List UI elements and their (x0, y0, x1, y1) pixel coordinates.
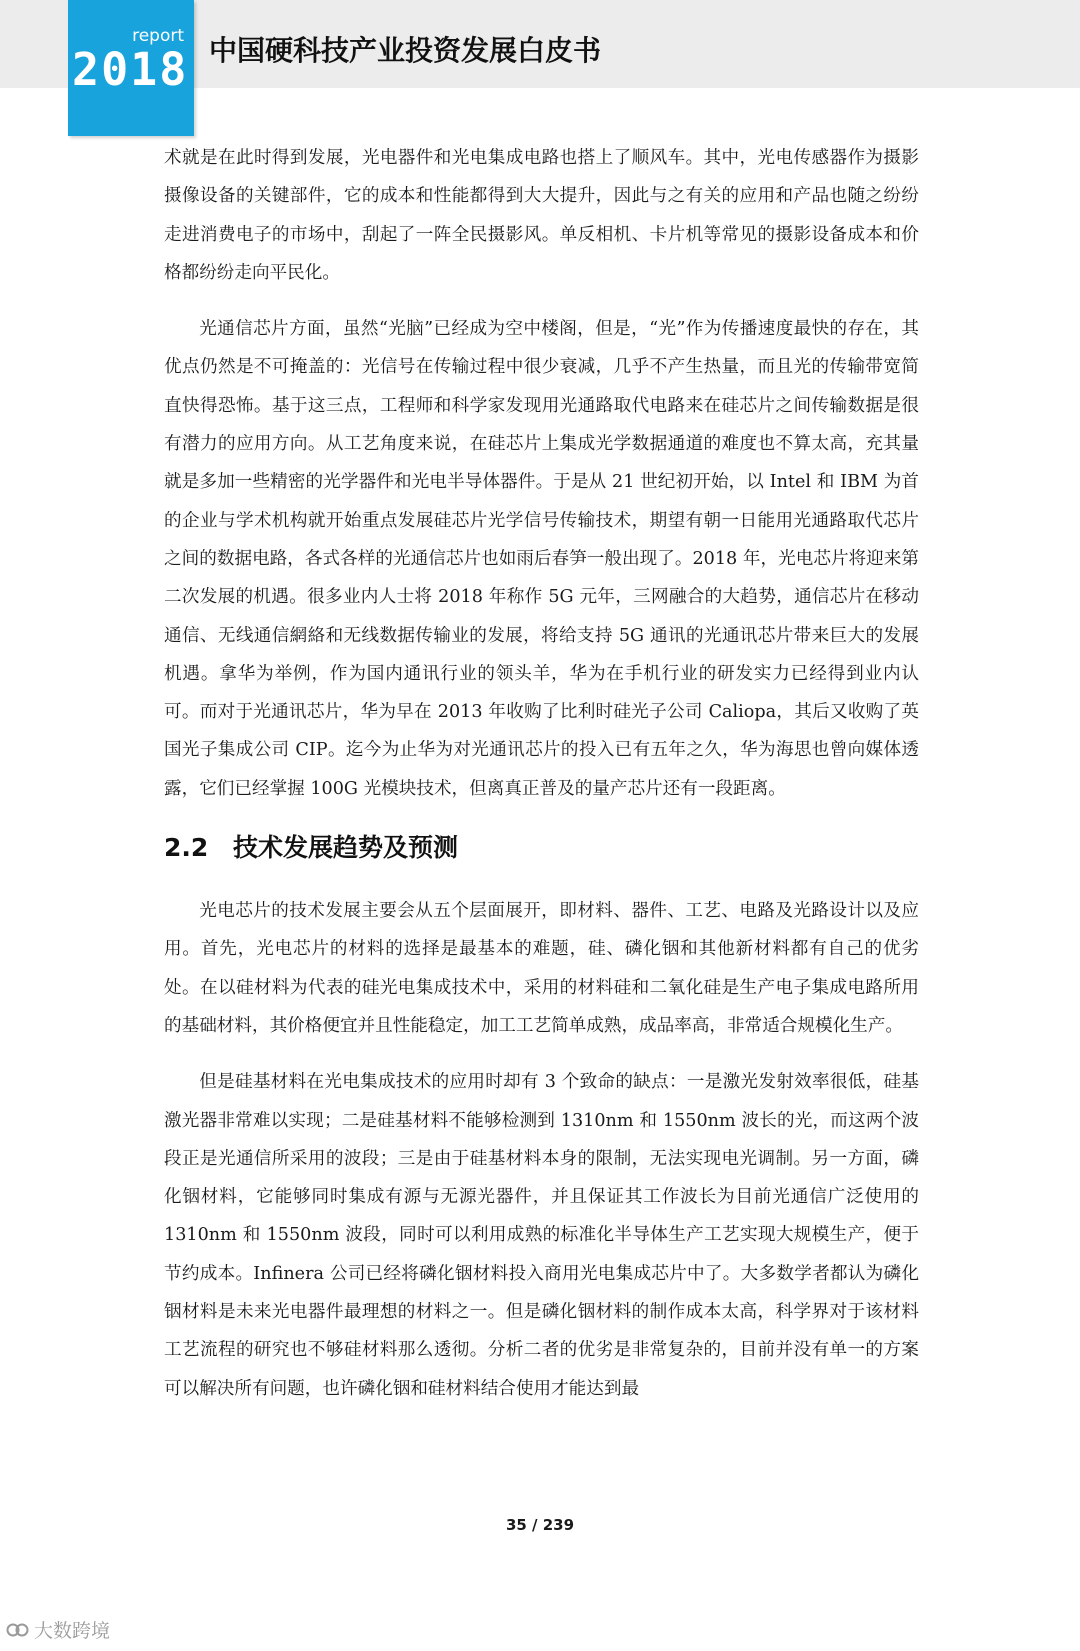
watermark-text: 大数跨境 (34, 1620, 111, 1642)
logo-year: 2018 (72, 43, 189, 96)
section-heading (164, 826, 919, 870)
paragraph-optical-comm-chips: 光通信芯片方面，虽然“光脑”已经成为空中楼阁，但是，“光”作为传播速度最快的存在，其优点仍然是不可掩盖的：光信号在传输过程中很少衰减，几乎不产生热量，而且光的传输带宽简直快得恐怖。基于这三点，工程师和科学家发现用光通路取代电路来在硅芯片之间传输数据是很有潜力的应用方向。从工艺角度来说，在硅芯片上集成光学数据通道的难度也不算太高，充其量就是多加一些精密的光学器件和光电半导体器件。于是从 21 世纪初开始，以 Intel 和 IBM 为首的企业与学术机构就开始重点发展硅芯片光学信号传输技术，期望有朝一日能用光通路取代芯片之间的数据电路，各式各样的光通信芯片也如雨后春笋一般出现了。2018 年，光电芯片将迎来第二次发展的机遇。很多业内人士将 2018 年称作 5G 元年，三网融合的大趋势，通信芯片在移动通信、无线通信網絡和无线数据传输业的发展，将给支持 5G 通讯的光通讯芯片带来巨大的发展机遇。拿华为举例，作为国内通讯行业的领头羊，华为在手机行业的研发实力已经得到业内认可。而对于光通讯芯片，华为早在 2013 年收购了比利时硅光子公司 Caliopa，其后又收购了英国光子集成公司 CIP。迄今为止华为对光通讯芯片的投入已有五年之久，华为海思也曾向媒体透露，它们已经掌握 100G 光模块技术，但离真正普及的量产芯片还有一段距离。 (164, 319, 919, 799)
watermark-logo-icon (6, 1621, 30, 1639)
page-content (164, 139, 919, 1426)
watermark (6, 1618, 110, 1644)
paragraph-tech-trends: 光电芯片的技术发展主要会从五个层面展开，即材料、器件、工艺、电路及光路设计以及应用。首先，光电芯片的材料的选择是最基本的难题，硅、磷化铟和其他新材料都有自己的优劣处。在以硅材料为代表的硅光电集成技术中，采用的材料硅和二氧化硅是生产电子集成电路所用的基础材料，其价格便宜并且性能稳定，加工工艺简单成熟，成品率高，非常适合规模化生产。 (164, 901, 919, 1036)
logo-report-word: report (132, 26, 184, 46)
section-title: 技术发展趋势及预测 (233, 833, 459, 863)
section-number: 2.2 (164, 833, 209, 863)
paragraph-material-comparison: 但是硅基材料在光电集成技术的应用时却有 3 个致命的缺点：一是激光发射效率很低，硅基激光器非常难以实现；二是硅基材料不能够检测到 1310nm 和 1550nm 波长的光，而这两个波段正是光通信所采用的波段；三是由于硅基材料本身的限制，无法实现电光调制。另一方面，磷化铟材料，它能够同时集成有源与无源光器件，并且保证其工作波长为目前光通信广泛使用的 1310nm 和 1550nm 波段，同时可以利用成熟的标准化半导体生产工艺实现大规模生产，便于节约成本。Infinera 公司已经将磷化铟材料投入商用光电集成芯片中了。大多数学者都认为磷化铟材料是未来光电器件最理想的材料之一。但是磷化铟材料的制作成本太高，科学界对于该材料工艺流程的研究也不够硅材料那么透彻。分析二者的优劣是非常复杂的，目前并没有单一的方案可以解决所有问题，也许磷化铟和硅材料结合使用才能达到最 (164, 1072, 919, 1399)
page-number: 35 / 239 (505, 1516, 575, 1534)
report-year-logo (68, 0, 194, 136)
paragraph-continued: 术就是在此时得到发展，光电器件和光电集成电路也搭上了顺风车。其中，光电传感器作为摄影摄像设备的关键部件，它的成本和性能都得到大大提升，因此与之有关的应用和产品也随之纷纷走进消费电子的市场中，刮起了一阵全民摄影风。单反相机、卡片机等常见的摄影设备成本和价格都纷纷走向平民化。 (164, 148, 919, 283)
document-title: 中国硬科技产业投资发展白皮书 (209, 34, 602, 67)
